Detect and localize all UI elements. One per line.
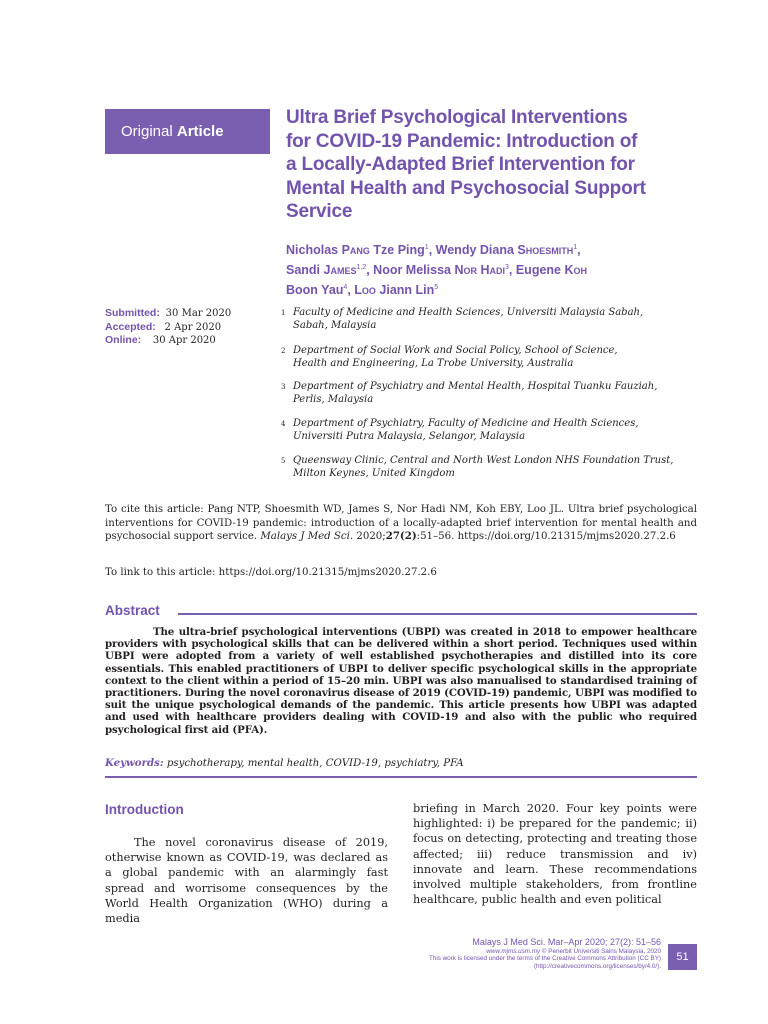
author-name: Boon Yau$^4$ [286, 283, 348, 298]
title-line: Service [286, 201, 353, 222]
footer-copyright: © Penerbit Universiti Sains Malaysia, 2020 [540, 947, 661, 955]
label-part1: Original [121, 123, 177, 140]
title-line: Ultra Brief Psychological Interventions [286, 107, 628, 128]
author-name: Loo Jiann Lin$^5$ [354, 283, 439, 298]
abstract-text: The ultra-brief psychological interventions (UBPI) was created in 2018 to empower healthcare providers with psychological skills that can be delivered within a short period. Techniques used within UBPI were adopted from a variety of well established psychotherapies and distilled into its core essentials. This enabled practitioners of UBPI to deliver specific psychological skills in the appropriate context to the client within a period of 15–20 min. UBPI was also manualised to standardised training of practitioners. During the novel coronavirus disease of 2019 (COVID-19) pandemic, UBPI was modified to suit the unique psychological demands of the pandemic. This article presents how UBPI was adapted and used with healthcare providers dealing with COVID-19 and also with the public who required psychological first aid (PFA). [105, 626, 697, 736]
keywords [105, 757, 464, 769]
title-line: a Locally-Adapted Brief Intervention for [286, 154, 635, 175]
affiliation: 5 Queensway Clinic, Central and North West London NHS Foundation Trust, Milton Keynes, United Kingdom [281, 455, 674, 479]
submitted-label: Submitted: [105, 307, 160, 319]
intro-column-right: briefing in March 2020. Four key points were highlighted: i) be prepared for the pandemic; ii) focus on detecting, protecting and treating those affected; iii) reduce transmission and iv) innovate and learn. These recommendations involved multiple stakeholders, from frontline healthcare, public health and even political [413, 802, 697, 907]
citation: To cite this article: Pang NTP, Shoesmith WD, James S, Nor Hadi NM, Koh EBY, Loo JL. Ultra brief psychological interventions for COVID-19 pandemic: introduction of a locally-adapted brief intervention for mental health and psychosocial support service. Malays J Med Sci. 2020;27(2):51–56. https://doi.org/10.21315/mjms2020.27.2.6 [105, 504, 697, 542]
article-dates [105, 307, 231, 348]
footer-site[interactable]: www.mjms.usm.my [486, 947, 541, 955]
author-name: Sandi James$^{1,2}$ [286, 263, 367, 278]
affiliation: 4 Department of Psychiatry, Faculty of Medicine and Health Sciences, Universiti Putra Malaysia, Selangor, Malaysia [281, 418, 639, 442]
abstract-divider [178, 613, 697, 615]
keywords-label: Keywords: [105, 757, 164, 769]
intro-column-left: The novel coronavirus disease of 2019, otherwise known as COVID-19, was declared as a global pandemic with an alarmingly fast spread and worrisome consequences by the World Health Organization (WHO) during a media [105, 836, 388, 926]
author-name: Eugene Koh [515, 263, 587, 278]
introduction-heading: Introduction [105, 802, 184, 817]
affiliation: 2 Department of Social Work and Social Policy, School of Science, Health and Engineering, La Trobe University, Australia [281, 345, 618, 369]
label-part2: Article [176, 123, 224, 140]
submitted-date: 30 Mar 2020 [165, 308, 232, 319]
keywords-list: psychotherapy, mental health, COVID-19, psychiatry, PFA [163, 758, 464, 769]
online-label: Online: [105, 334, 142, 346]
abstract-heading: Abstract [105, 603, 160, 618]
title-line: for COVID-19 Pandemic: Introduction of [286, 130, 638, 152]
affiliation: 1 Faculty of Medicine and Health Sciences, Universiti Malaysia Sabah, Sabah, Malaysia [281, 307, 644, 331]
footer-journal: Malays J Med Sci. Mar–Apr 2020; 27(2): 51–56 [472, 937, 661, 947]
page-number: 51 [668, 944, 697, 970]
author-name: Nicholas Pang Tze Ping$^1$ [286, 243, 429, 258]
author-name: Noor Melissa Nor Hadi$^3$ [373, 263, 509, 278]
article-title [286, 106, 686, 224]
article-type-label [105, 109, 270, 154]
title-line: Mental Health and Psychosocial Support [286, 177, 646, 199]
article-link[interactable]: To link to this article: https://doi.org/10.21315/mjms2020.27.2.6 [105, 567, 437, 578]
affiliation: 3 Department of Psychiatry and Mental Health, Hospital Tuanku Fauziah, Perlis, Malaysia [281, 381, 658, 405]
accepted-label: Accepted: [105, 320, 156, 333]
keywords-divider [105, 776, 697, 778]
author-name: Wendy Diana Shoesmith$^1$ [435, 243, 578, 258]
footer-license: This work is licensed under the terms of the Creative Commons Attribution (CC BY) [428, 955, 661, 962]
page-footer [330, 938, 661, 970]
author-list: Nicholas Pang Tze Ping$^1$, Wendy Diana Shoesmith$^1$, Sandi James$^{1,2}$, Noor Melissa Nor Hadi$^3$, Eugene Koh Boon Yau$^4$, Loo Jiann Lin$^5$ [286, 243, 587, 298]
online-date: 30 Apr 2020 [152, 335, 216, 346]
footer-license-url[interactable]: (http://creativecommons.org/licenses/by/4.0/). [533, 962, 661, 970]
accepted-date: 2 Apr 2020 [164, 321, 222, 333]
